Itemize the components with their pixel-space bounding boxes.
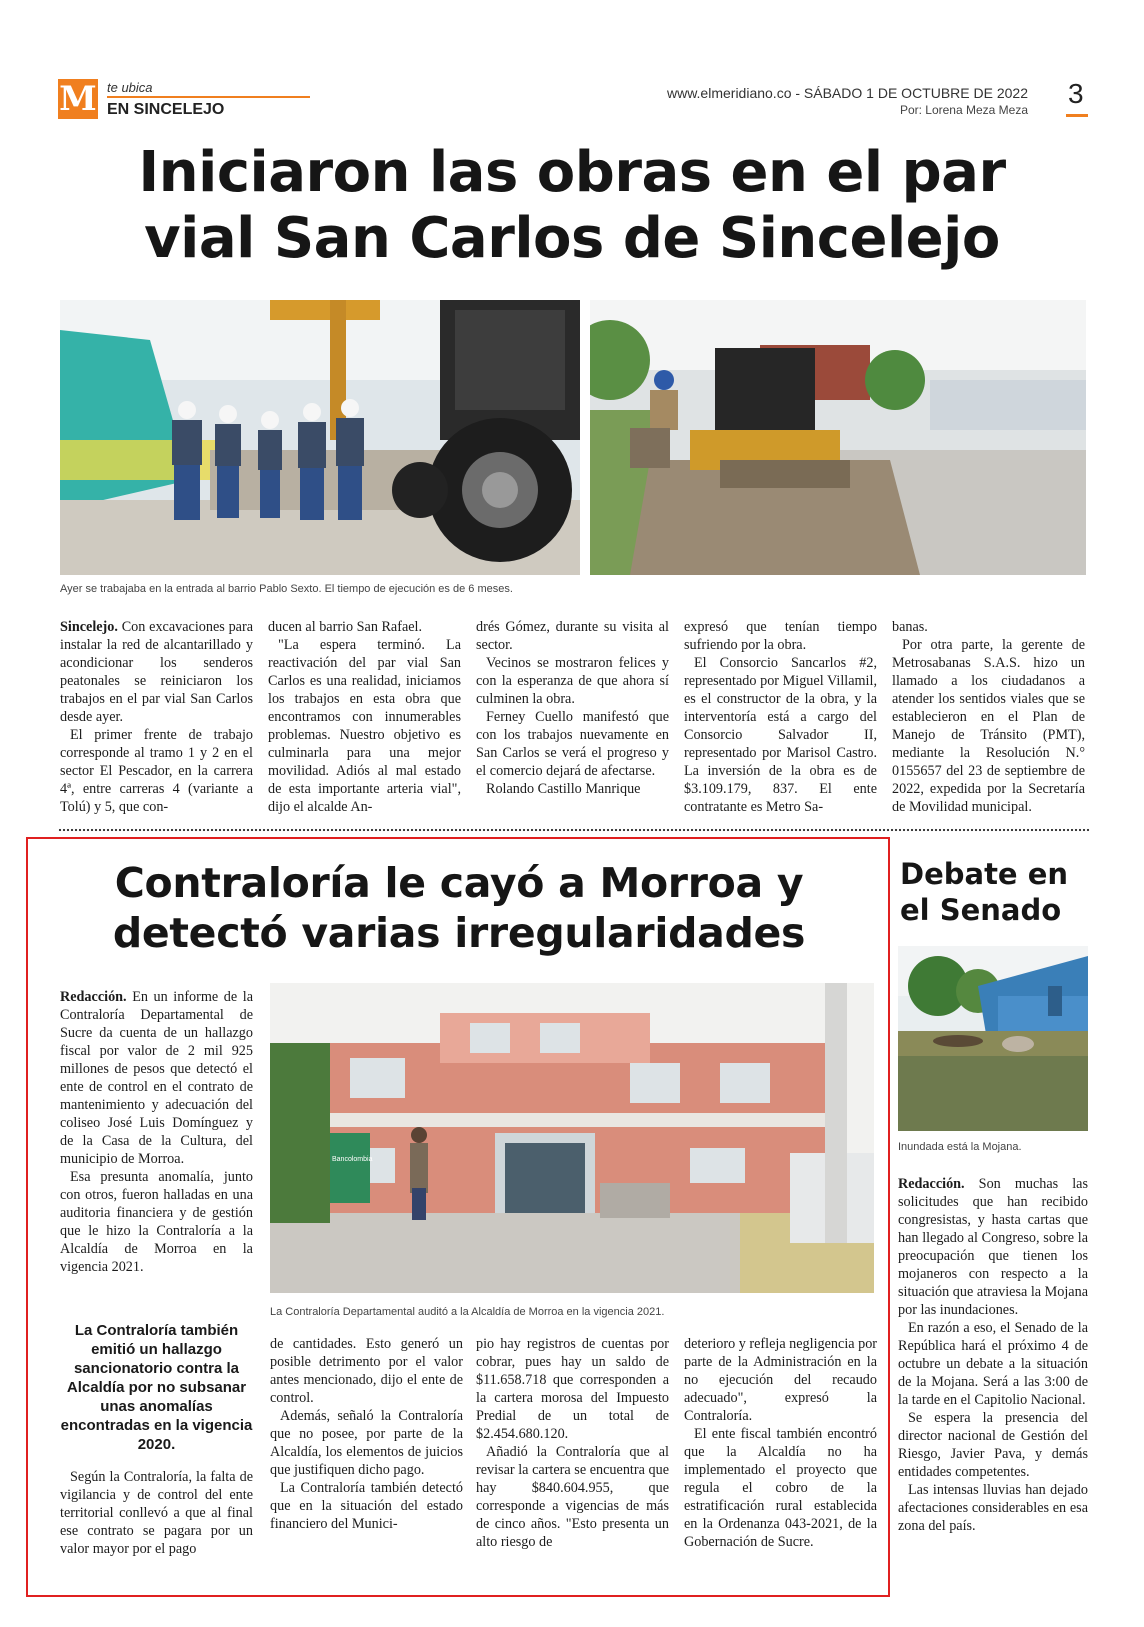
masthead-date: www.elmeridiano.co - SÁBADO 1 DE OCTUBRE DE 2022 [666,85,1028,101]
article2-col1-p2: Esa presunta anomalía, junto con otros, fueron halladas en una auditoria financiera y de gestión que le hizo la Contraloría a la Alcaldía de Morroa en la vigencia 2021. [60,1169,253,1275]
section-underline [107,96,310,98]
article1-col5-p1: banas. [892,619,928,635]
article2-col4 [684,1335,877,1551]
article1-col4-p1: expresó que tenían tiempo sufriendo por la obra. [684,619,877,653]
article2-pullquote: La Contraloría también emitió un hallazgo sancionatorio contra la Alcaldía por no subsanar unas anomalías encontradas en la vigencia 2020. [60,1322,253,1453]
article2-headline [34,858,884,958]
article2-col4-p2: El ente fiscal también encontró que la Alcaldía no ha implementado el proyecto que regula el cobro de la estratificación rural establecida en la Ordenanza 043-2021, de la Gobernación de Sucre. [684,1426,877,1550]
article3-lead: Redacción. [898,1176,965,1192]
article2-col2-p2: Además, señaló la Contraloría que no posee, por parte de la Alcaldía, los elementos de juicios que justifiquen dicho pago. [270,1408,463,1478]
photo-worker-excavation [590,300,1086,575]
bank-sign-text: Bancolombia [332,1156,373,1163]
article2-col1-p3: Según la Contraloría, la falta de vigilancia y de control del ente territorial conllevó a que al final ese contrato se pagara por un valor mayor por el pago [60,1469,253,1557]
article1-col3-p4: Rolando Castillo Manrique [486,781,641,797]
article1-col5 [892,618,1085,816]
article3-p4: Las intensas lluvias han dejado afectaciones considerables en esa zona del país. [898,1482,1088,1534]
photo-mojana-flood [898,946,1088,1131]
article1-col3-p3: Ferney Cuello manifestó que con los trabajos nuevamente en San Carlos se verá el progreso y el comercio dejará de afectarse. [476,709,669,779]
article2-headline-line1: Contraloría le cayó a Morroa y [114,859,804,907]
photo-caption-1: Ayer se trabajaba en la entrada al barrio Pablo Sexto. El tiempo de ejecución es de 6 meses. [60,583,513,595]
article2-headline-line2: detectó varias irregularidades [112,909,806,957]
article1-col2 [268,618,461,816]
article1-col2-p2: "La espera terminó. La reactivación del par vial San Carlos es una realidad, iniciamos los trabajos en esta obra que encontramos con innumerables problemas. Nuestro objetivo es culminarla para una mejor movilidad. Adiós al mal estado de esta importante arteria vial", dijo el alcalde An- [268,637,461,815]
article3-p3: Se espera la presencia del director nacional de Gestión del Riesgo, Javier Pava, y demás entidades competentes. [898,1410,1088,1480]
article1-col4-p2: El Consorcio Sancarlos #2, representado por Miguel Villamil, es el constructor de la obra, y la interventoría está a cargo del Consorcio Salvador II, representado por Marisol Castro. La inversión de la obra es de $3.109.179, 837. El ente contratante es Metro Sa- [684,655,877,815]
section-name: EN SINCELEJO [107,101,225,118]
article1-col3-p2: Vecinos se mostraron felices y con la esperanza de que ahora sí culminen la obra. [476,655,669,707]
article1-col3-p1: drés Gómez, durante su visita al sector. [476,619,669,653]
article3-body [898,1175,1088,1535]
article2-col1-continued [60,1468,253,1558]
article3-p1: Son muchas las solicitudes que han recibido congresistas, y hasta cartas que han llegado al Congreso, sobre la preocupación que tienen los mojaneros con respecto a la situación que atraviesa la Mojana por las inundaciones. [898,1176,1088,1318]
main-headline [0,140,1144,272]
newspaper-logo: M [59,79,97,119]
article2-col3-p2: Añadió la Contraloría que al revisar la cartera se encuentra que hay $840.604.955, que corresponde a vigencias de más de cinco años. "Esto presenta un alto riesgo de [476,1444,669,1550]
article3-headline-line1: Debate en [900,857,1069,891]
article2-col3-p1: pio hay registros de cuentas por cobrar, pues hay un saldo de $11.658.718 que corresponden a la cartera morosa del Impuesto Predial de un total de $2.454.680.120. [476,1336,669,1442]
article1-col1-p2: El primer frente de trabajo corresponde al tramo 1 y 2 en el sector El Pescador, en la carrera 4ª, entre carreras 4 (variante a Tolú) y 5, que con- [60,727,253,815]
article2-col2 [270,1335,463,1533]
article2-col3 [476,1335,669,1551]
article2-col2-p1: de cantidades. Esto generó un posible detrimento por el valor antes mencionado, dijo el ente de control. [270,1336,463,1406]
article1-col3 [476,618,669,798]
main-headline-line2: vial San Carlos de Sincelejo [144,206,1000,271]
page-number: 3 [1068,78,1084,109]
article1-col2-p1: ducen al barrio San Rafael. [268,619,423,635]
article1-col5-p2: Por otra parte, la gerente de Metrosabanas S.A.S. hizo un llamado a los ciudadanos a atender los sentidos viales que se establecieron en el Plan de Manejo de Tránsito (PMT), mediante la Resolución N.° 0155657 del 23 de septiembre de 2022, expedida por la Secretaría de Movilidad municipal. [892,637,1085,815]
photo-officials-backhoe [60,300,580,575]
section-tag-small: te ubica [107,80,153,95]
section-divider [58,828,1090,832]
article2-col2-p3: La Contraloría también detectó que en la situación del estado financiero del Munici- [270,1480,463,1532]
article1-col1 [60,618,253,816]
article3-p2: En razón a eso, el Senado de la República hará el próximo 4 de octubre un debate a la situación de la Mojana. Será a las 3:00 de la tarde en el Capitolio Nacional. [898,1320,1088,1408]
article3-headline [900,856,1100,928]
photo-alcaldia-morroa [270,983,874,1293]
main-headline-line1: Iniciaron las obras en el par [138,140,1006,205]
article2-lead: Redacción. [60,989,127,1005]
article2-col1-p1: En un informe de la Contraloría Departamental de Sucre da cuenta de un hallazgo fiscal por valor de 2 mil 925 millones de pesos que detectó el ente de control en el contrato de mantenimiento y adecuación del coliseo José Luis Domínguez y de la Casa de la Cultura, del municipio de Morroa. [60,989,253,1167]
article1-lead: Sincelejo. [60,619,118,635]
article1-col4 [684,618,877,816]
page-number-underline [1066,114,1088,117]
photo-caption-2: La Contraloría Departamental auditó a la Alcaldía de Morroa en la vigencia 2021. [270,1306,665,1318]
article1-col1-p1: Con excavaciones para instalar la red de alcantarillado y acondicionar los senderos peatonales se reiniciaron los trabajos en el par vial San Carlos desde ayer. [60,619,253,725]
article2-col1 [60,988,253,1276]
byline: Por: Lorena Meza Meza [899,103,1028,117]
photo-caption-3: Inundada está la Mojana. [898,1141,1022,1153]
article2-col4-p1: deterioro y refleja negligencia por parte de la Administración en la no ejecución del recaudo adecuado", expresó la Contraloría. [684,1336,878,1424]
article3-headline-line2: el Senado [900,893,1062,927]
